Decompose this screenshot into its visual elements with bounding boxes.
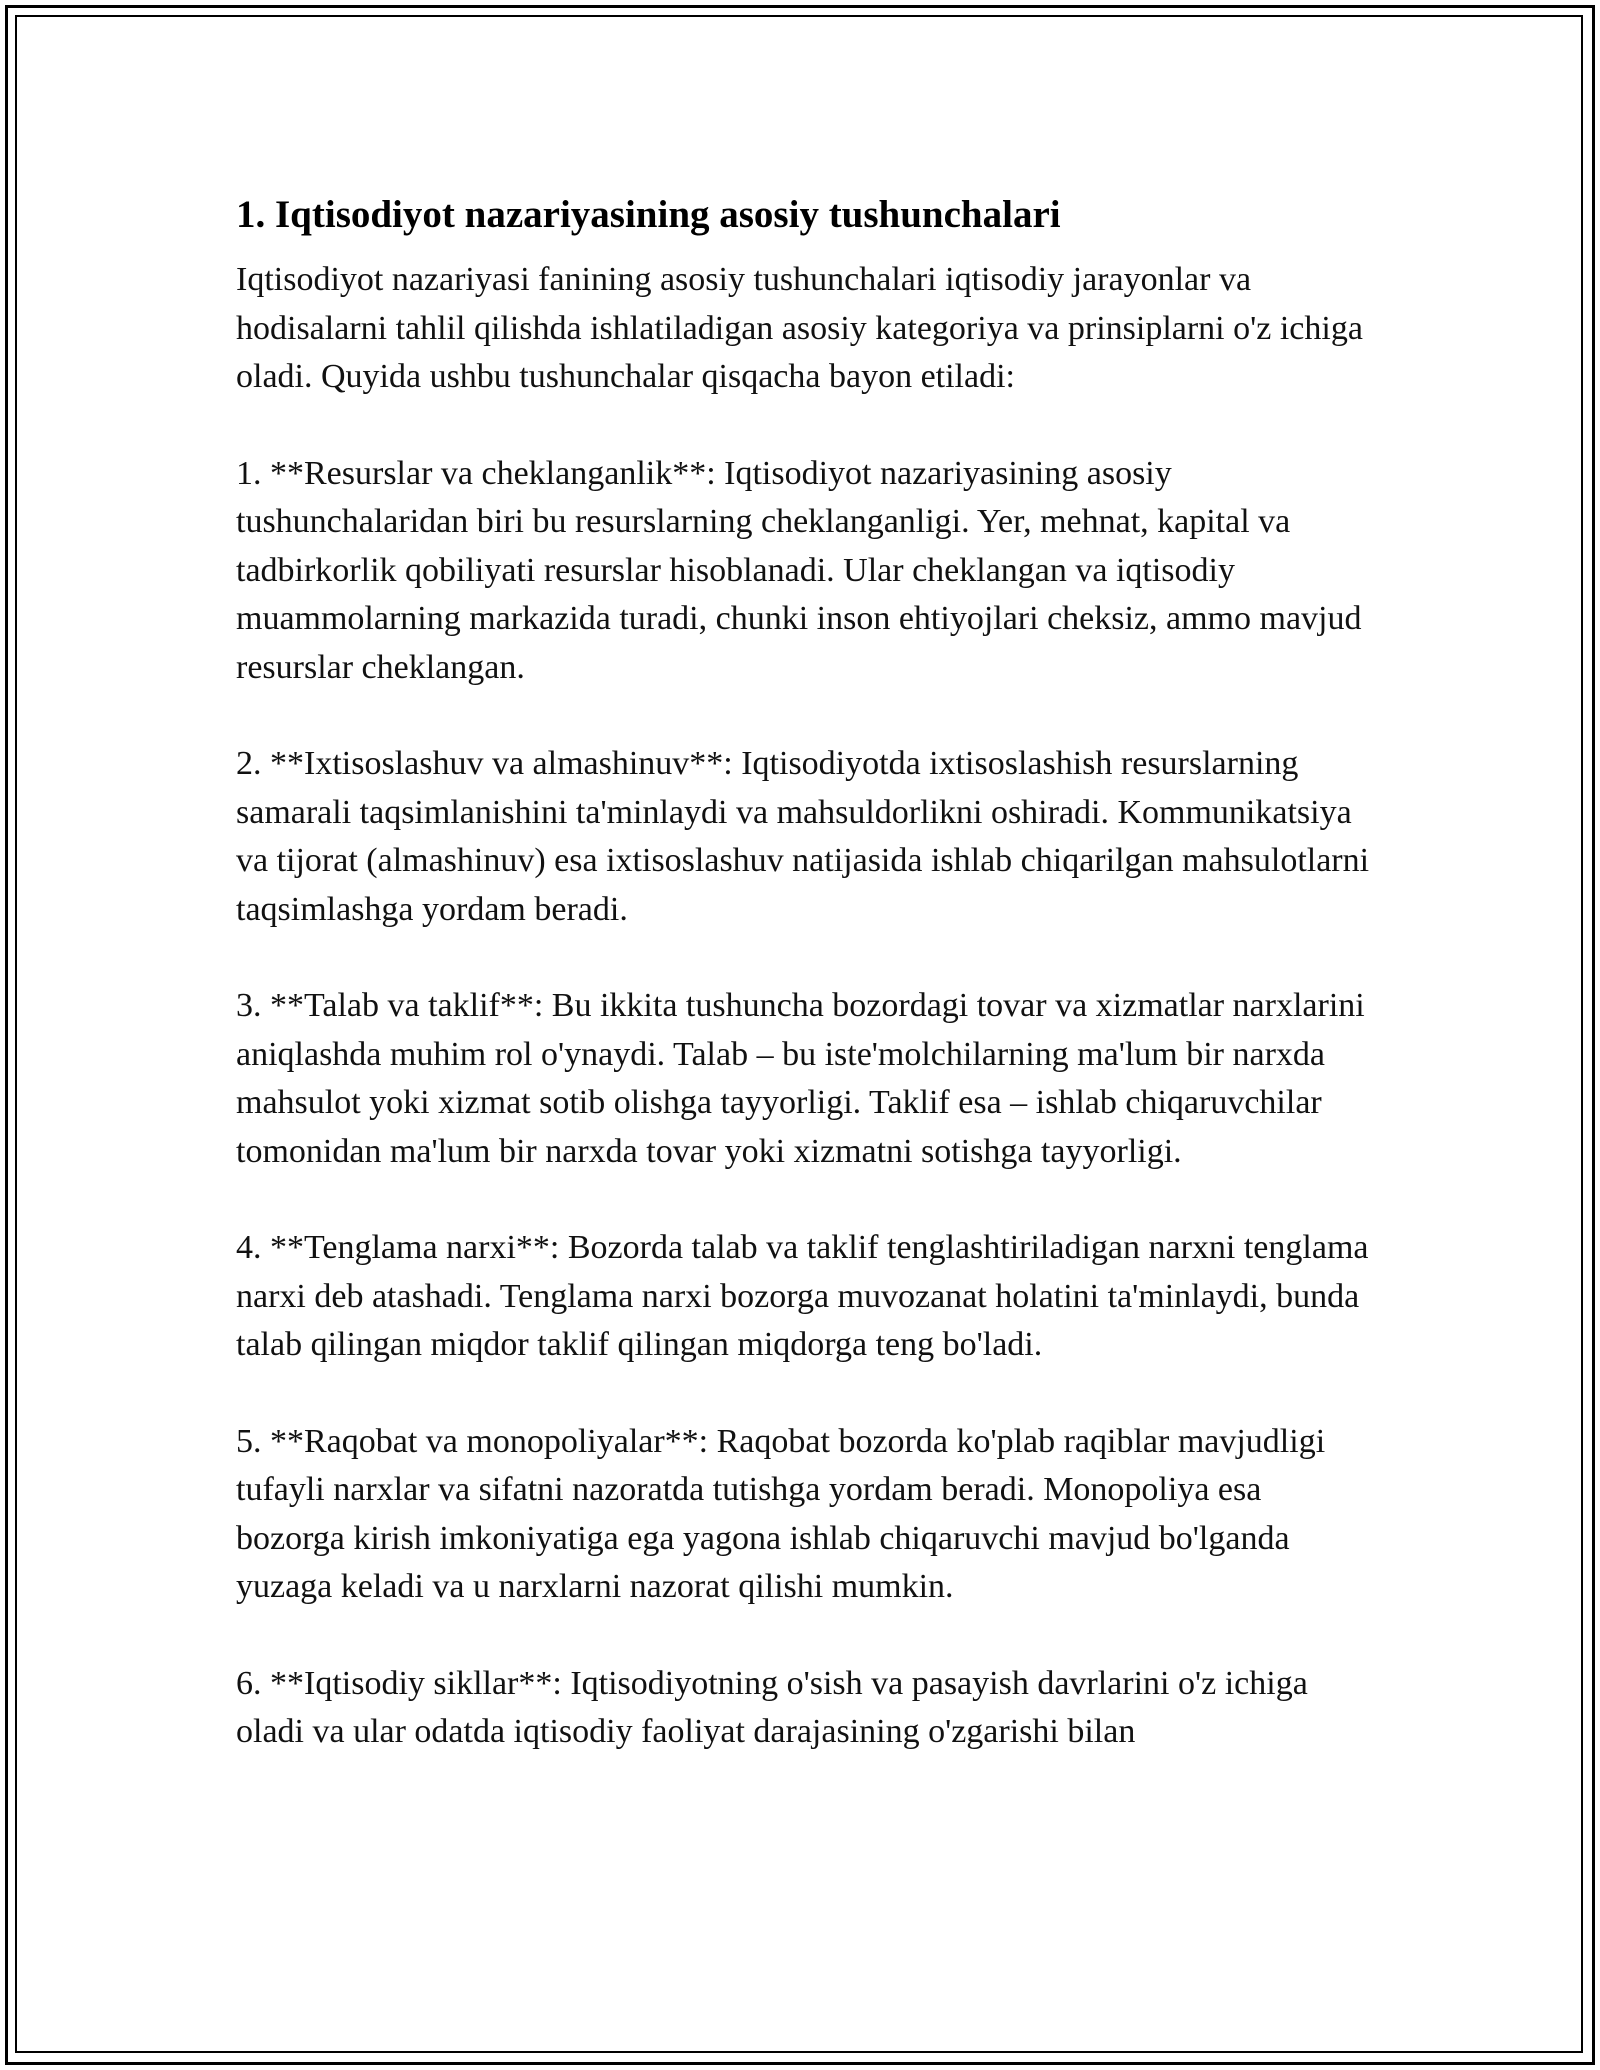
paragraph-equilibrium-price: 4. **Tenglama narxi**: Bozorda talab va taklif tenglashtiriladigan narxni tenglama narxi deb atashadi. Tenglama narxi bozorga muvozanat holatini ta'minlaydi, bunda talab qilingan miqdor taklif qilingan miqdorga teng bo'ladi. [236,1229,1369,1363]
paragraph-resources: 1. **Resurslar va cheklanganlik**: Iqtisodiyot nazariyasining asosiy tushunchalaridan biri bu resurslarning cheklanganligi. Yer, mehnat, kapital va tadbirkorlik qobiliyati resurslar hisoblanadi. Ular cheklangan va iqtisodiy muammolarning markazida turadi, chunki inson ehtiyojlari cheksiz, ammo mavjud resurslar cheklangan. [236,454,1362,686]
paragraph-specialization: 2. **Ixtisoslashuv va almashinuv**: Iqtisodiyotda ixtisoslashish resurslarning samarali taqsimlanishini ta'minlaydi va mahsuldorlikni oshiradi. Kommunikatsiya va tijorat (almashinuv) esa ixtisoslashuv natijasida ishlab chiqarilgan mahsulotlarni taqsimlashga yordam beradi. [236,745,1370,928]
paragraph-economic-cycles: 6. **Iqtisodiy sikllar**: Iqtisodiyotning o'sish va pasayish davrlarini o'z ichiga oladi va ular odatda iqtisodiy faoliyat darajasining o'zgarishi bilan [236,1664,1308,1750]
intro-paragraph: Iqtisodiyot nazariyasi fanining asosiy tushunchalari iqtisodiy jarayonlar va hodisalarni tahlil qilishda ishlatiladigan asosiy kategoriya va prinsiplarni o'z ichiga oladi. Quyida ushbu tushunchalar qisqacha bayon etiladi: [236,261,1363,395]
document-body [236,188,1376,1805]
paragraph-competition: 5. **Raqobat va monopoliyalar**: Raqobat bozorda ko'plab raqiblar mavjudligi tufayli narxlar va sifatni nazoratda tutishga yordam beradi. Monopoliya esa bozorga kirish imkoniyatiga ega yagona ishlab chiqaruvchi mavjud bo'lganda yuzaga keladi va u narxlarni nazorat qilishi mumkin. [236,1422,1326,1605]
page-title: 1. Iqtisodiyot nazariyasining asosiy tushunchalari [236,193,1061,236]
paragraph-supply-demand: 3. **Talab va taklif**: Bu ikkita tushuncha bozordagi tovar va xizmatlar narxlarini aniqlashda muhim rol o'ynaydi. Talab – bu iste'molchilarning ma'lum bir narxda mahsulot yoki xizmat sotib olishga tayyorligi. Taklif esa – ishlab chiqaruvchilar tomonidan ma'lum bir narxda tovar yoki xizmatni sotishga tayyorligi. [236,987,1365,1170]
